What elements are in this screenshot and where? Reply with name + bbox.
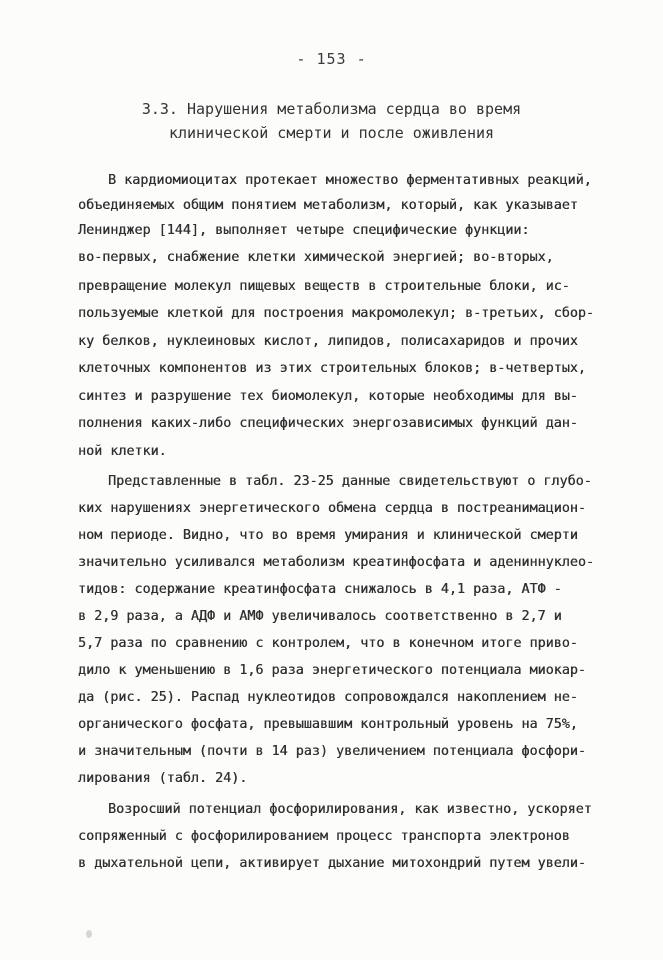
- paragraph-2-line: дило к уменьшению в 1,6 раза энергетического потенциала миокар-: [78, 663, 586, 678]
- paragraph-2-line: лирования (табл. 24).: [78, 771, 248, 786]
- paragraph-1-line: во-первых, снабжение клетки химической энергией; во-вторых,: [78, 250, 554, 265]
- paragraph-2-line: 5,7 раза по сравнению с контролем, что в конечном итоге приво-: [78, 636, 578, 651]
- paragraph-1-line: В кардиомиоцитах протекает множество ферментативных реакций,: [108, 173, 592, 188]
- paragraph-2-line: ких нарушениях энергетического обмена сердца в постреанимацион-: [78, 501, 586, 516]
- page-number: - 153 -: [296, 50, 367, 68]
- section-heading-line-2: клинической смерти и после оживления: [168, 124, 495, 142]
- paragraph-1-line: пользуемые клеткой для построения макромолекул; в-третьих, сбор-: [78, 306, 594, 321]
- scan-speck: [86, 930, 92, 938]
- paragraph-2-line: в 2,9 раза, а АДФ и АМФ увеличивалось соответственно в 2,7 и: [78, 609, 562, 624]
- paragraph-3-line: в дыхательной цепи, активирует дыхание митохондрий путем увели-: [78, 856, 586, 871]
- paragraph-1-line: ку белков, нуклеиновых кислот, липидов, полисахаридов и прочих: [78, 334, 578, 349]
- paragraph-3-line: Возросший потенциал фосфорилирования, как известно, ускоряет: [108, 802, 592, 817]
- section-heading-line-1: 3.3. Нарушения метаболизма сердца во время: [141, 100, 522, 118]
- paragraph-1-line: превращение молекул пищевых веществ в строительные блоки, ис-: [78, 279, 570, 294]
- paragraph-1-line: клеточных компонентов из этих строительных блоков; в-четвертых,: [78, 361, 586, 376]
- paragraph-1-line: объединяемых общим понятием метаболизм, который, как указывает: [78, 198, 578, 213]
- paragraph-2-line: тидов: содержание креатинфосфата снижалось в 4,1 раза, АТФ -: [78, 582, 562, 597]
- paragraph-2-line: и значительным (почти в 14 раз) увеличением потенциала фосфори-: [78, 744, 586, 759]
- paragraph-1-line: синтез и разрушение тех биомолекул, которые необходимы для вы-: [78, 389, 578, 404]
- paragraph-1-line: полнения каких-либо специфических энергозависимых функций дан-: [78, 416, 578, 431]
- paragraph-2-line: ном периоде. Видно, что во время умирания и клинической смерти: [78, 528, 578, 543]
- paragraph-2-line: Представленные в табл. 23-25 данные свидетельствуют о глубо-: [108, 474, 592, 489]
- paragraph-2-line: значительно усиливался метаболизм креатинфосфата и адениннуклео-: [78, 555, 594, 570]
- paragraph-1-line: Ленинджер [144], выполняет четыре специфические функции:: [78, 223, 530, 238]
- paragraph-2-line: органического фосфата, превышавшим контрольный уровень на 75%,: [78, 717, 578, 732]
- paragraph-1-line: ной клетки.: [78, 444, 167, 459]
- paragraph-3-line: сопряженный с фосфорилированием процесс транспорта электронов: [78, 829, 570, 844]
- paragraph-2-line: да (рис. 25). Распад нуклеотидов сопровождался накоплением не-: [78, 690, 578, 705]
